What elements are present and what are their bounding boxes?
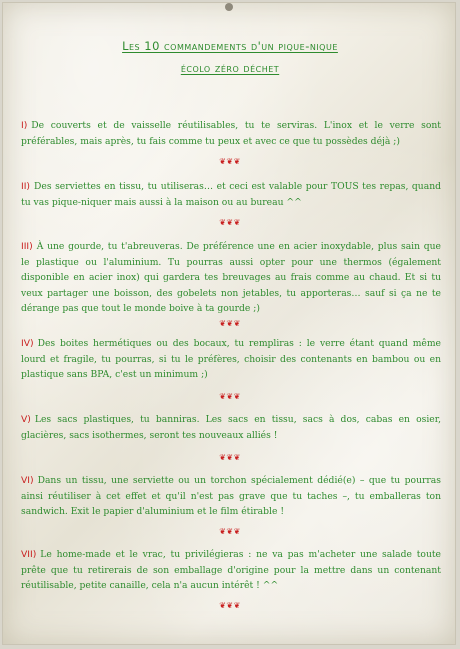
- separator-icon: ❦❦❦: [219, 319, 241, 328]
- commandment-5: [21, 412, 441, 443]
- commandment-text: Les sacs plastiques, tu banniras. Les sacs en tissu, sacs à dos, cabas en osier, glacières, sacs isothermes, seront tes nouveaux alliés !: [21, 414, 441, 441]
- separator-icon: ❦❦❦: [219, 157, 241, 166]
- commandment-4: [21, 336, 441, 383]
- commandment-text: Des serviettes en tissu, tu utiliseras… et ceci est valable pour TOUS tes repas, quand tu vas pique-niquer mais aussi à la maison ou au bureau ^^: [21, 181, 441, 208]
- page-title-line2: écolo zéro déchet: [180, 61, 280, 75]
- separator-icon: ❦❦❦: [219, 453, 241, 462]
- commandment-number: III): [21, 241, 33, 252]
- commandment-text: Le home-made et le vrac, tu privilégieras : ne va pas m'acheter une salade toute prête que tu retirerais de son emballage d'origine pour la mettre dans un contenant réutilisable, petite canaille, cela n'a aucun intérêt ! ^^: [21, 549, 441, 591]
- commandment-text: Des boites hermétiques ou des bocaux, tu rempliras : le verre étant quand même lourd et fragile, tu pourras, si tu le préfères, choisir des contenants en bambou ou en plastique sans BPA, c'est un minimum ;): [21, 338, 441, 380]
- commandment-number: V): [21, 414, 31, 425]
- commandment-number: VII): [21, 549, 37, 560]
- pin-icon: [225, 3, 233, 11]
- commandment-number: II): [21, 181, 31, 192]
- commandment-number: IV): [21, 338, 34, 349]
- separator-icon: ❦❦❦: [219, 218, 241, 227]
- page-title-line1: Les 10 commandements d'un pique-nique: [122, 39, 338, 53]
- commandment-1: [21, 118, 441, 149]
- commandment-number: VI): [21, 475, 34, 486]
- commandment-text: De couverts et de vaisselle réutilisables, tu te serviras. L'inox et le verre sont préférables, mais après, tu fais comme tu peux et avec ce que tu possèdes déjà ;): [21, 120, 441, 147]
- commandment-3: [21, 239, 441, 317]
- separator-icon: ❦❦❦: [219, 601, 241, 610]
- separator-icon: ❦❦❦: [219, 392, 241, 401]
- separator-icon: ❦❦❦: [219, 527, 241, 536]
- commandment-6: [21, 473, 441, 520]
- commandment-7: [21, 547, 441, 594]
- commandment-2: [21, 179, 441, 210]
- parchment-frame: [2, 2, 456, 645]
- commandment-number: I): [21, 120, 28, 131]
- commandment-text: À une gourde, tu t'abreuveras. De préférence une en acier inoxydable, plus sain que le plastique ou l'aluminium. Tu pourras aussi opter pour une thermos (également disponible en acier inox) qui gardera tes breuvages au frais comme au chaud. Et si tu veux partager une boisson, des gobelets non jetables, tu apporteras… sauf si ça ne te dérange pas que tout le monde boive à ta gourde ;): [21, 241, 441, 314]
- commandment-text: Dans un tissu, une serviette ou un torchon spécialement dédié(e) – que tu pourras ainsi réutiliser à cet effet et qu'il n'est pas grave que tu taches –, tu emballeras ton sandwich. Exit le papier d'aluminium et le film étirable !: [21, 475, 441, 517]
